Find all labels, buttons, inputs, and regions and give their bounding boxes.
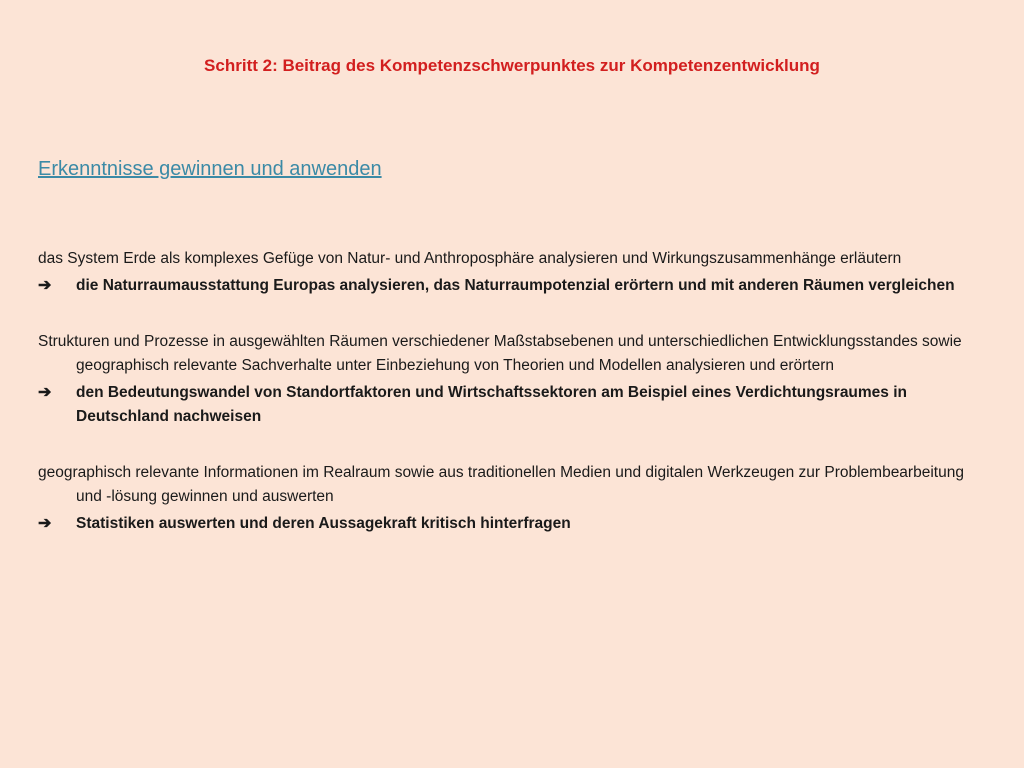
goal-text: die Naturraumausstattung Europas analysieren, das Naturraumpotenzial erörtern und mit anderen Räumen vergleichen [76, 277, 955, 294]
arrow-right-icon: ➔ [38, 277, 52, 294]
competence-goal [38, 274, 988, 298]
goal-text: den Bedeutungswandel von Standortfaktoren und Wirtschaftssektoren am Beispiel eines Verdichtungsraumes in Deutschland nachweisen [76, 384, 908, 425]
content [38, 247, 988, 568]
slide-title: Schritt 2: Beitrag des Kompetenzschwerpunktes zur Kompetenzentwicklung [204, 56, 820, 75]
competence-block [38, 247, 988, 298]
competence-block [38, 330, 988, 429]
competence-goal [38, 381, 988, 429]
arrow-right-icon: ➔ [38, 384, 52, 401]
competence-goal [38, 512, 988, 536]
competence-text: Strukturen und Prozesse in ausgewählten Räumen verschiedener Maßstabsebenen und unterschiedlichen Entwicklungsstandes sowie geographisch relevante Sachverhalte unter Einbeziehung von Theorien und Modellen analysieren und erörtern [38, 333, 962, 374]
arrow-right-icon: ➔ [38, 515, 52, 532]
competence-text: das System Erde als komplexes Gefüge von Natur- und Anthroposphäre analysieren und Wirkungszusammenhänge erläutern [38, 250, 902, 267]
goal-text: Statistiken auswerten und deren Aussagekraft kritisch hinterfragen [76, 515, 571, 532]
competence-text: geographisch relevante Informationen im Realraum sowie aus traditionellen Medien und digitalen Werkzeugen zur Problembearbeitung und -lösung gewinnen und auswerten [38, 464, 964, 505]
competence-block [38, 461, 988, 536]
slide-subtitle: Erkenntnisse gewinnen und anwenden [38, 158, 382, 180]
